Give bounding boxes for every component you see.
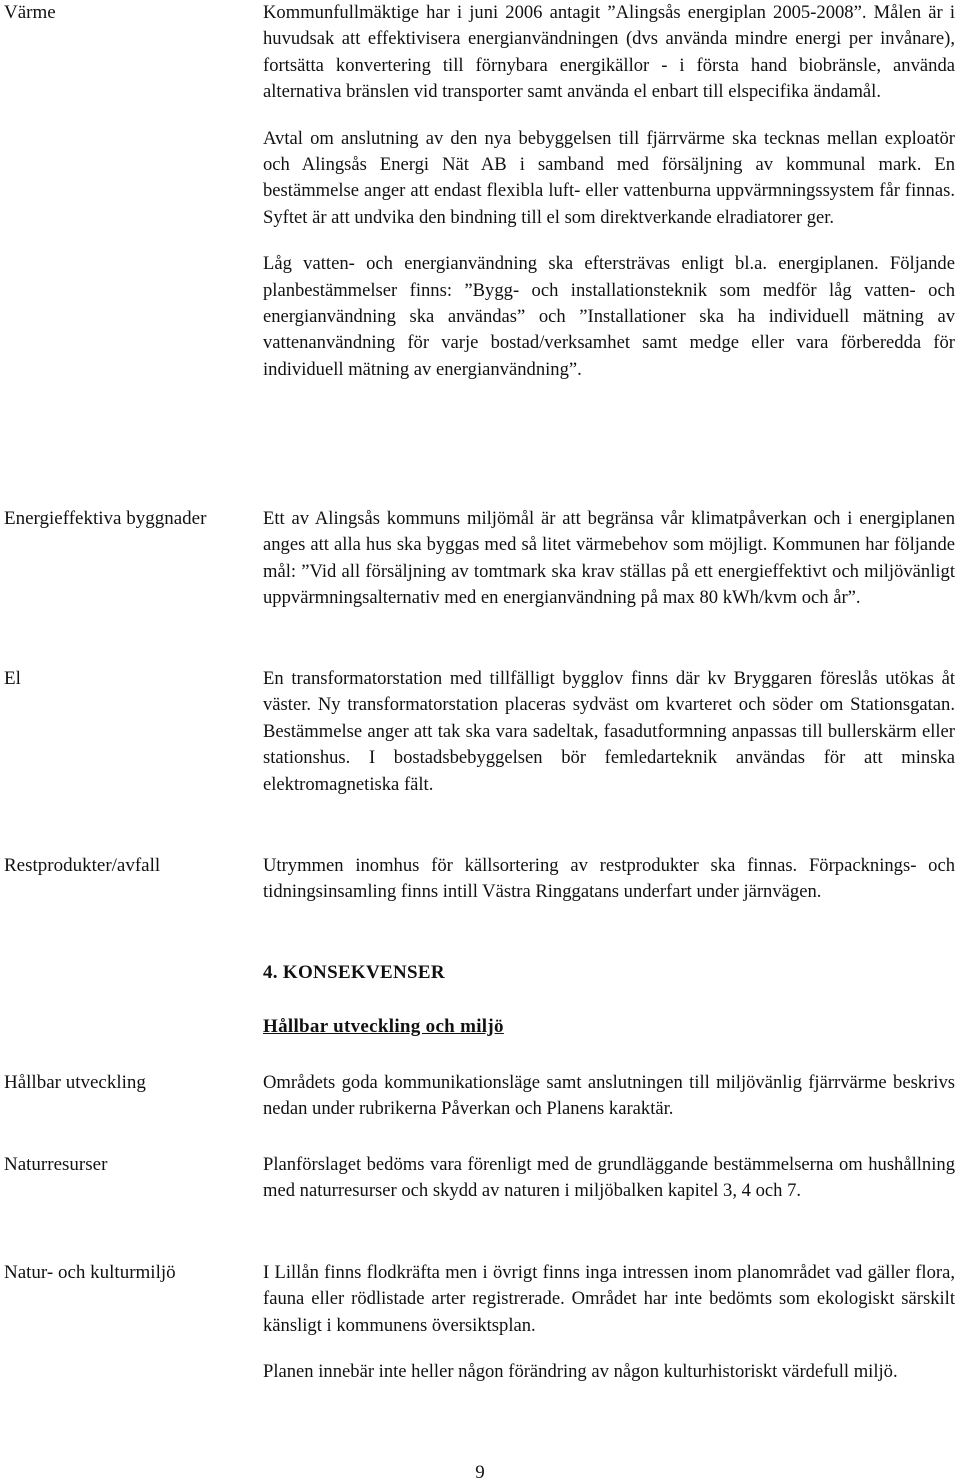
section-body xyxy=(263,1070,955,1123)
paragraph: Planen innebär inte heller någon förändring av någon kulturhistoriskt värdefull miljö. xyxy=(263,1361,898,1383)
section-label: El xyxy=(4,668,21,689)
paragraph: Utrymmen inomhus för källsortering av restprodukter ska finnas. Förpacknings- och tidningsinsamling finns intill Västra Ringgatans underfart under järnvägen. xyxy=(263,855,955,903)
section-body xyxy=(263,0,955,383)
paragraph: Planförslaget bedöms vara förenligt med de grundläggande bestämmelserna om hushållning med naturresurser och skydd av naturen i miljöbalken kapitel 3, 4 och 7. xyxy=(263,1154,955,1202)
paragraph: Kommunfullmäktige har i juni 2006 antagit ”Alingsås energiplan 2005-2008”. Målen är i huvudsak att effektivisera energianvändningen (dvs använda mindre energi per invånare), fortsätta konvertering till förnybara energikällor - i första hand biobränsle, använda alternativa bränslen vid transporter samt använda el enbart till elspecifika ändamål. xyxy=(263,2,955,103)
section-body xyxy=(263,506,955,612)
section-label: Naturresurser xyxy=(4,1154,108,1175)
section-body xyxy=(263,853,955,906)
section-label: Energieffektiva byggnader xyxy=(4,508,207,529)
section-label: Hållbar utveckling xyxy=(4,1072,146,1093)
page-number: 9 xyxy=(475,1462,485,1483)
section-body xyxy=(263,1260,955,1386)
section-body xyxy=(263,666,955,798)
paragraph: Låg vatten- och energianvändning ska eftersträvas enligt bl.a. energiplanen. Följande planbestämmelser finns: ”Bygg- och installationsteknik som medför låg vatten- och energianvändning ska användas” och ”Installationer ska ha individuell mätning av vattenanvändning för varje bostad/verksamhet samt medge eller vara förberedda för individuell mätning av energianvändning”. xyxy=(263,253,955,380)
paragraph: En transformatorstation med tillfälligt bygglov finns där kv Bryggaren föreslås utökas åt väster. Ny transformatorstation placeras sydväst om kvarteret och söder om Stationsgatan. Bestämmelse anger att tak ska vara sadeltak, fasadutformning anpassas till bullerskärm eller stationshus. I bostadsbebyggelsen bör femledarteknik användas för att minska elektromagnetiska fält. xyxy=(263,668,955,795)
section-body xyxy=(263,1152,955,1205)
chapter-heading: 4. KONSEKVENSER xyxy=(263,962,445,983)
section-label: Värme xyxy=(4,2,56,23)
paragraph: I Lillån finns flodkräfta men i övrigt finns inga intressen inom planområdet vad gäller flora, fauna eller rödlistade arter registrerade. Området har inte bedömts som ekologiskt särskilt känsligt i kommunens översiktsplan. xyxy=(263,1262,955,1336)
section-label: Restprodukter/avfall xyxy=(4,855,161,876)
paragraph: Ett av Alingsås kommuns miljömål är att begränsa vår klimatpåverkan och i energiplanen anges att alla hus ska byggas med så litet värmebehov som möjligt. Kommunen har följande mål: ”Vid all försäljning av tomtmark ska krav ställas på ett energieffektivt och miljövänligt uppvärmningsalternativ med en energianvändning på max 80 kWh/kvm och år”. xyxy=(263,508,955,609)
subheading: Hållbar utveckling och miljö xyxy=(263,1016,504,1037)
paragraph: Avtal om anslutning av den nya bebyggelsen till fjärrvärme ska tecknas mellan exploatör och Alingsås Energi Nät AB i samband med försäljning av kommunal mark. En bestämmelse anger att endast flexibla luft- eller vattenburna uppvärmningssystem får finnas. Syftet är att undvika den bindning till el som direktverkande elradiatorer ger. xyxy=(263,127,955,228)
paragraph: Områdets goda kommunikationsläge samt anslutningen till miljövänlig fjärrvärme beskrivs nedan under rubrikerna Påverkan och Planens karaktär. xyxy=(263,1072,955,1120)
section-label: Natur- och kulturmiljö xyxy=(4,1262,176,1283)
